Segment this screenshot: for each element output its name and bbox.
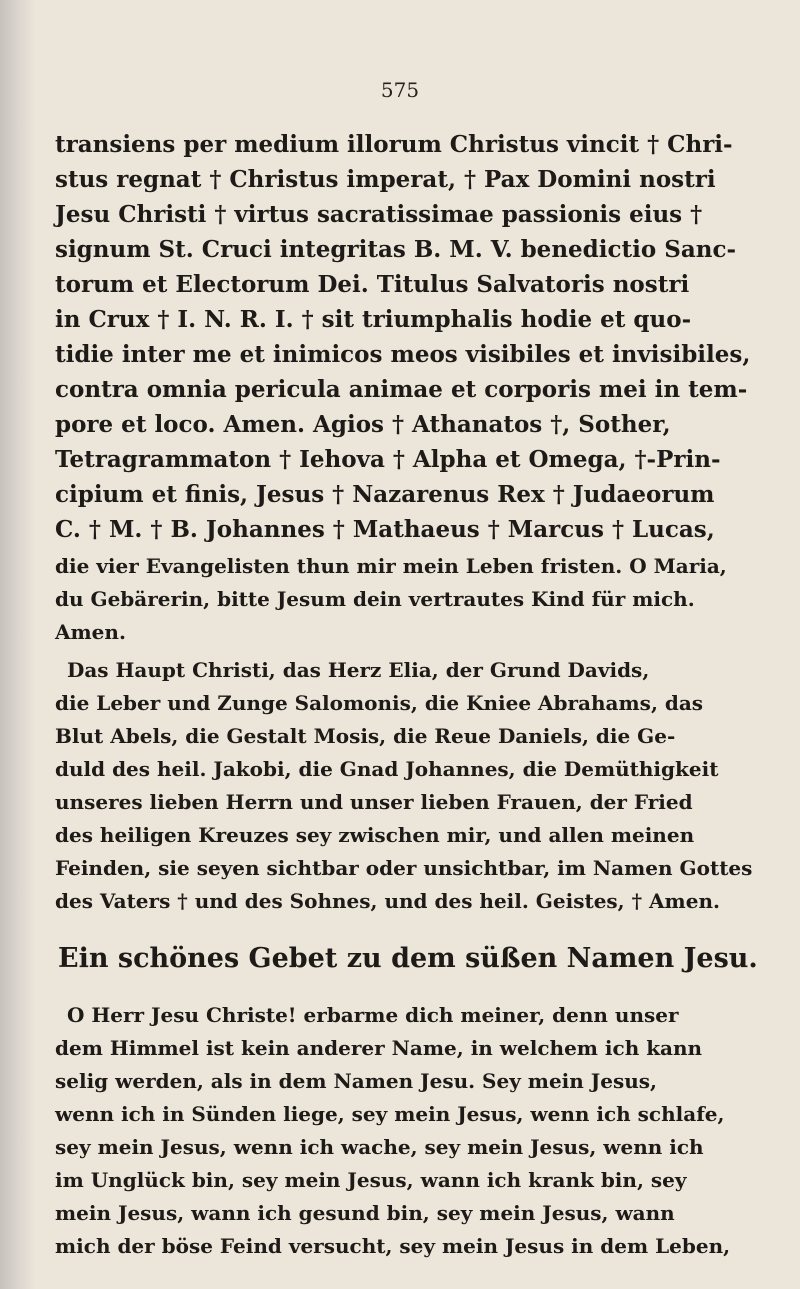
german-line: dem Himmel ist kein anderer Name, in welchem ich kann bbox=[55, 1036, 703, 1060]
latin-line: stus regnat † Christus imperat, † Pax Domini nostri bbox=[55, 166, 716, 193]
latin-line: tidie inter me et inimicos meos visibiles et invisibiles, bbox=[55, 341, 751, 368]
german-line: selig werden, als in dem Namen Jesu. Sey mein Jesus, bbox=[55, 1069, 657, 1093]
text-block bbox=[55, 0, 775, 1289]
german-line: unseres lieben Herrn und unser lieben Frauen, der Fried bbox=[55, 790, 693, 814]
german-line: des Vaters † und des Sohnes, und des heil. Geistes, † Amen. bbox=[55, 889, 720, 913]
german-line: Blut Abels, die Gestalt Mosis, die Reue Daniels, die Ge- bbox=[55, 724, 676, 748]
german-line: sey mein Jesus, wenn ich wache, sey mein Jesus, wenn ich bbox=[55, 1135, 704, 1159]
latin-line: torum et Electorum Dei. Titulus Salvatoris nostri bbox=[55, 271, 690, 298]
german-line: Das Haupt Christi, das Herz Elia, der Grund Davids, bbox=[67, 658, 650, 682]
page-number: 575 bbox=[380, 78, 420, 102]
german-line: Amen. bbox=[55, 620, 126, 644]
section-heading: Ein schönes Gebet zu dem süßen Namen Jesu. bbox=[58, 943, 758, 974]
latin-line: Tetragrammaton † Iehova † Alpha et Omega, †-Prin- bbox=[55, 446, 721, 473]
german-line: wenn ich in Sünden liege, sey mein Jesus, wenn ich schlafe, bbox=[55, 1102, 725, 1126]
german-line: des heiligen Kreuzes sey zwischen mir, und allen meinen bbox=[55, 823, 695, 847]
latin-line: in Crux † I. N. R. I. † sit triumphalis hodie et quo- bbox=[55, 306, 692, 333]
latin-line: signum St. Cruci integritas B. M. V. benedictio Sanc- bbox=[55, 236, 736, 263]
latin-line: pore et loco. Amen. Agios † Athanatos †, Sother, bbox=[55, 411, 671, 438]
german-line: duld des heil. Jakobi, die Gnad Johannes, die Demüthigkeit bbox=[55, 757, 719, 781]
german-line: Feinden, sie seyen sichtbar oder unsichtbar, im Namen Gottes bbox=[55, 856, 753, 880]
latin-line: Jesu Christi † virtus sacratissimae passionis eius † bbox=[55, 201, 703, 228]
german-line: im Unglück bin, sey mein Jesus, wann ich krank bin, sey bbox=[55, 1168, 687, 1192]
german-line: du Gebärerin, bitte Jesum dein vertrautes Kind für mich. bbox=[55, 587, 695, 611]
german-line: die Leber und Zunge Salomonis, die Kniee Abrahams, das bbox=[55, 691, 704, 715]
page-gutter-shadow bbox=[0, 0, 36, 1289]
latin-line: C. † M. † B. Johannes † Mathaeus † Marcus † Lucas, bbox=[55, 516, 715, 543]
latin-line: contra omnia pericula animae et corporis mei in tem- bbox=[55, 376, 748, 403]
german-line: die vier Evangelisten thun mir mein Leben fristen. O Maria, bbox=[55, 554, 727, 578]
latin-line: transiens per medium illorum Christus vincit † Chri- bbox=[55, 131, 733, 158]
german-line: mein Jesus, wann ich gesund bin, sey mein Jesus, wann bbox=[55, 1201, 675, 1225]
german-line: mich der böse Feind versucht, sey mein Jesus in dem Leben, bbox=[55, 1234, 731, 1258]
german-line: O Herr Jesu Christe! erbarme dich meiner, denn unser bbox=[67, 1003, 679, 1027]
latin-line: cipium et finis, Jesus † Nazarenus Rex † Judaeorum bbox=[55, 481, 715, 508]
